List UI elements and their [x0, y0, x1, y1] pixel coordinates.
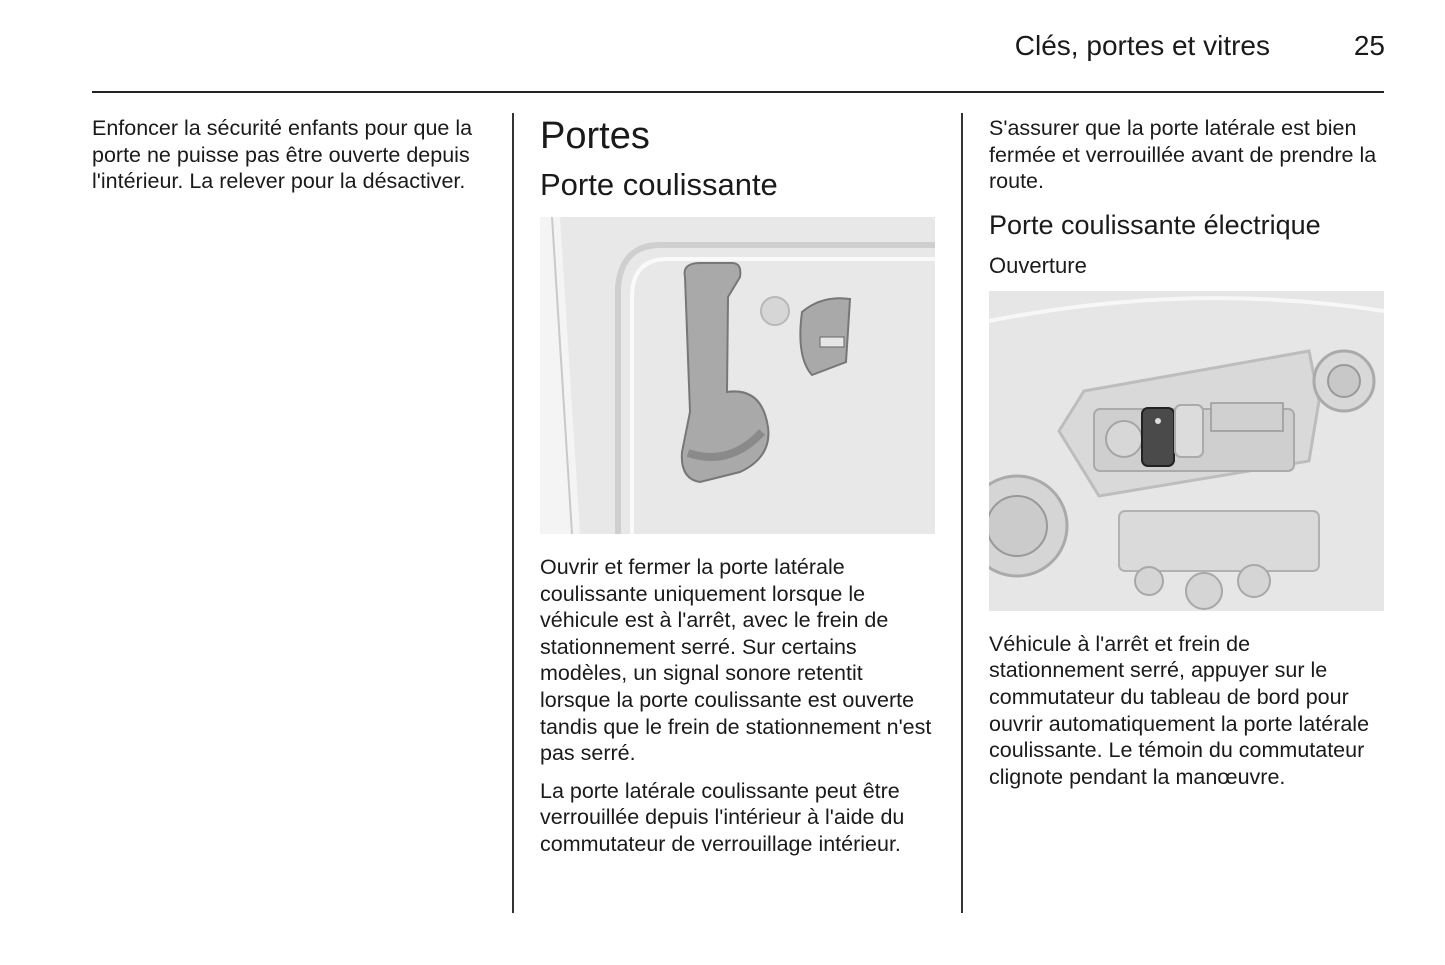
column-middle — [540, 115, 935, 869]
intro-paragraph: S'assurer que la porte latérale est bien fermée et verrouillée avant de prendre la route. — [989, 116, 1377, 194]
dashboard-switch-illustration — [989, 291, 1384, 611]
sliding-door-paragraph-2: La porte latérale coulissante peut être verrouillée depuis l'intérieur à l'aide du commutateur de verrouillage intérieur. — [540, 778, 905, 856]
running-header-title: Clés, portes et vitres — [1014, 30, 1270, 61]
header-rule — [92, 91, 1384, 93]
opening-subheading: Ouverture — [989, 252, 1087, 278]
column-divider-left — [512, 113, 514, 913]
column-right — [989, 115, 1384, 801]
page-number: 25 — [1353, 30, 1385, 61]
subsection-heading: Porte coulissante — [540, 167, 778, 202]
child-lock-paragraph: Enfoncer la sécurité enfants pour que la porte ne puisse pas être ouverte depuis l'intérieur. La relever pour la désactiver. — [92, 116, 473, 194]
column-left — [92, 115, 492, 206]
column-divider-right — [961, 113, 963, 913]
sliding-door-paragraph-1: Ouvrir et fermer la porte latérale coulissante uniquement lorsque le véhicule est à l'arrêt, avec le frein de stationnement serré. Sur certains modèles, un signal sonore retentit lorsque la porte coulissante est ouverte tandis que le frein de stationnement n'est pas serré. — [540, 555, 932, 766]
electric-door-heading: Porte coulissante électrique — [989, 209, 1321, 240]
opening-paragraph: Véhicule à l'arrêt et frein de stationnement serré, appuyer sur le commutateur du tableau de bord pour ouvrir automatiquement la porte latérale coulissante. Le témoin du commutateur clignote pendant la manœuvre. — [989, 631, 1370, 789]
section-heading: Portes — [540, 115, 650, 157]
sliding-door-handle-illustration — [540, 217, 935, 534]
